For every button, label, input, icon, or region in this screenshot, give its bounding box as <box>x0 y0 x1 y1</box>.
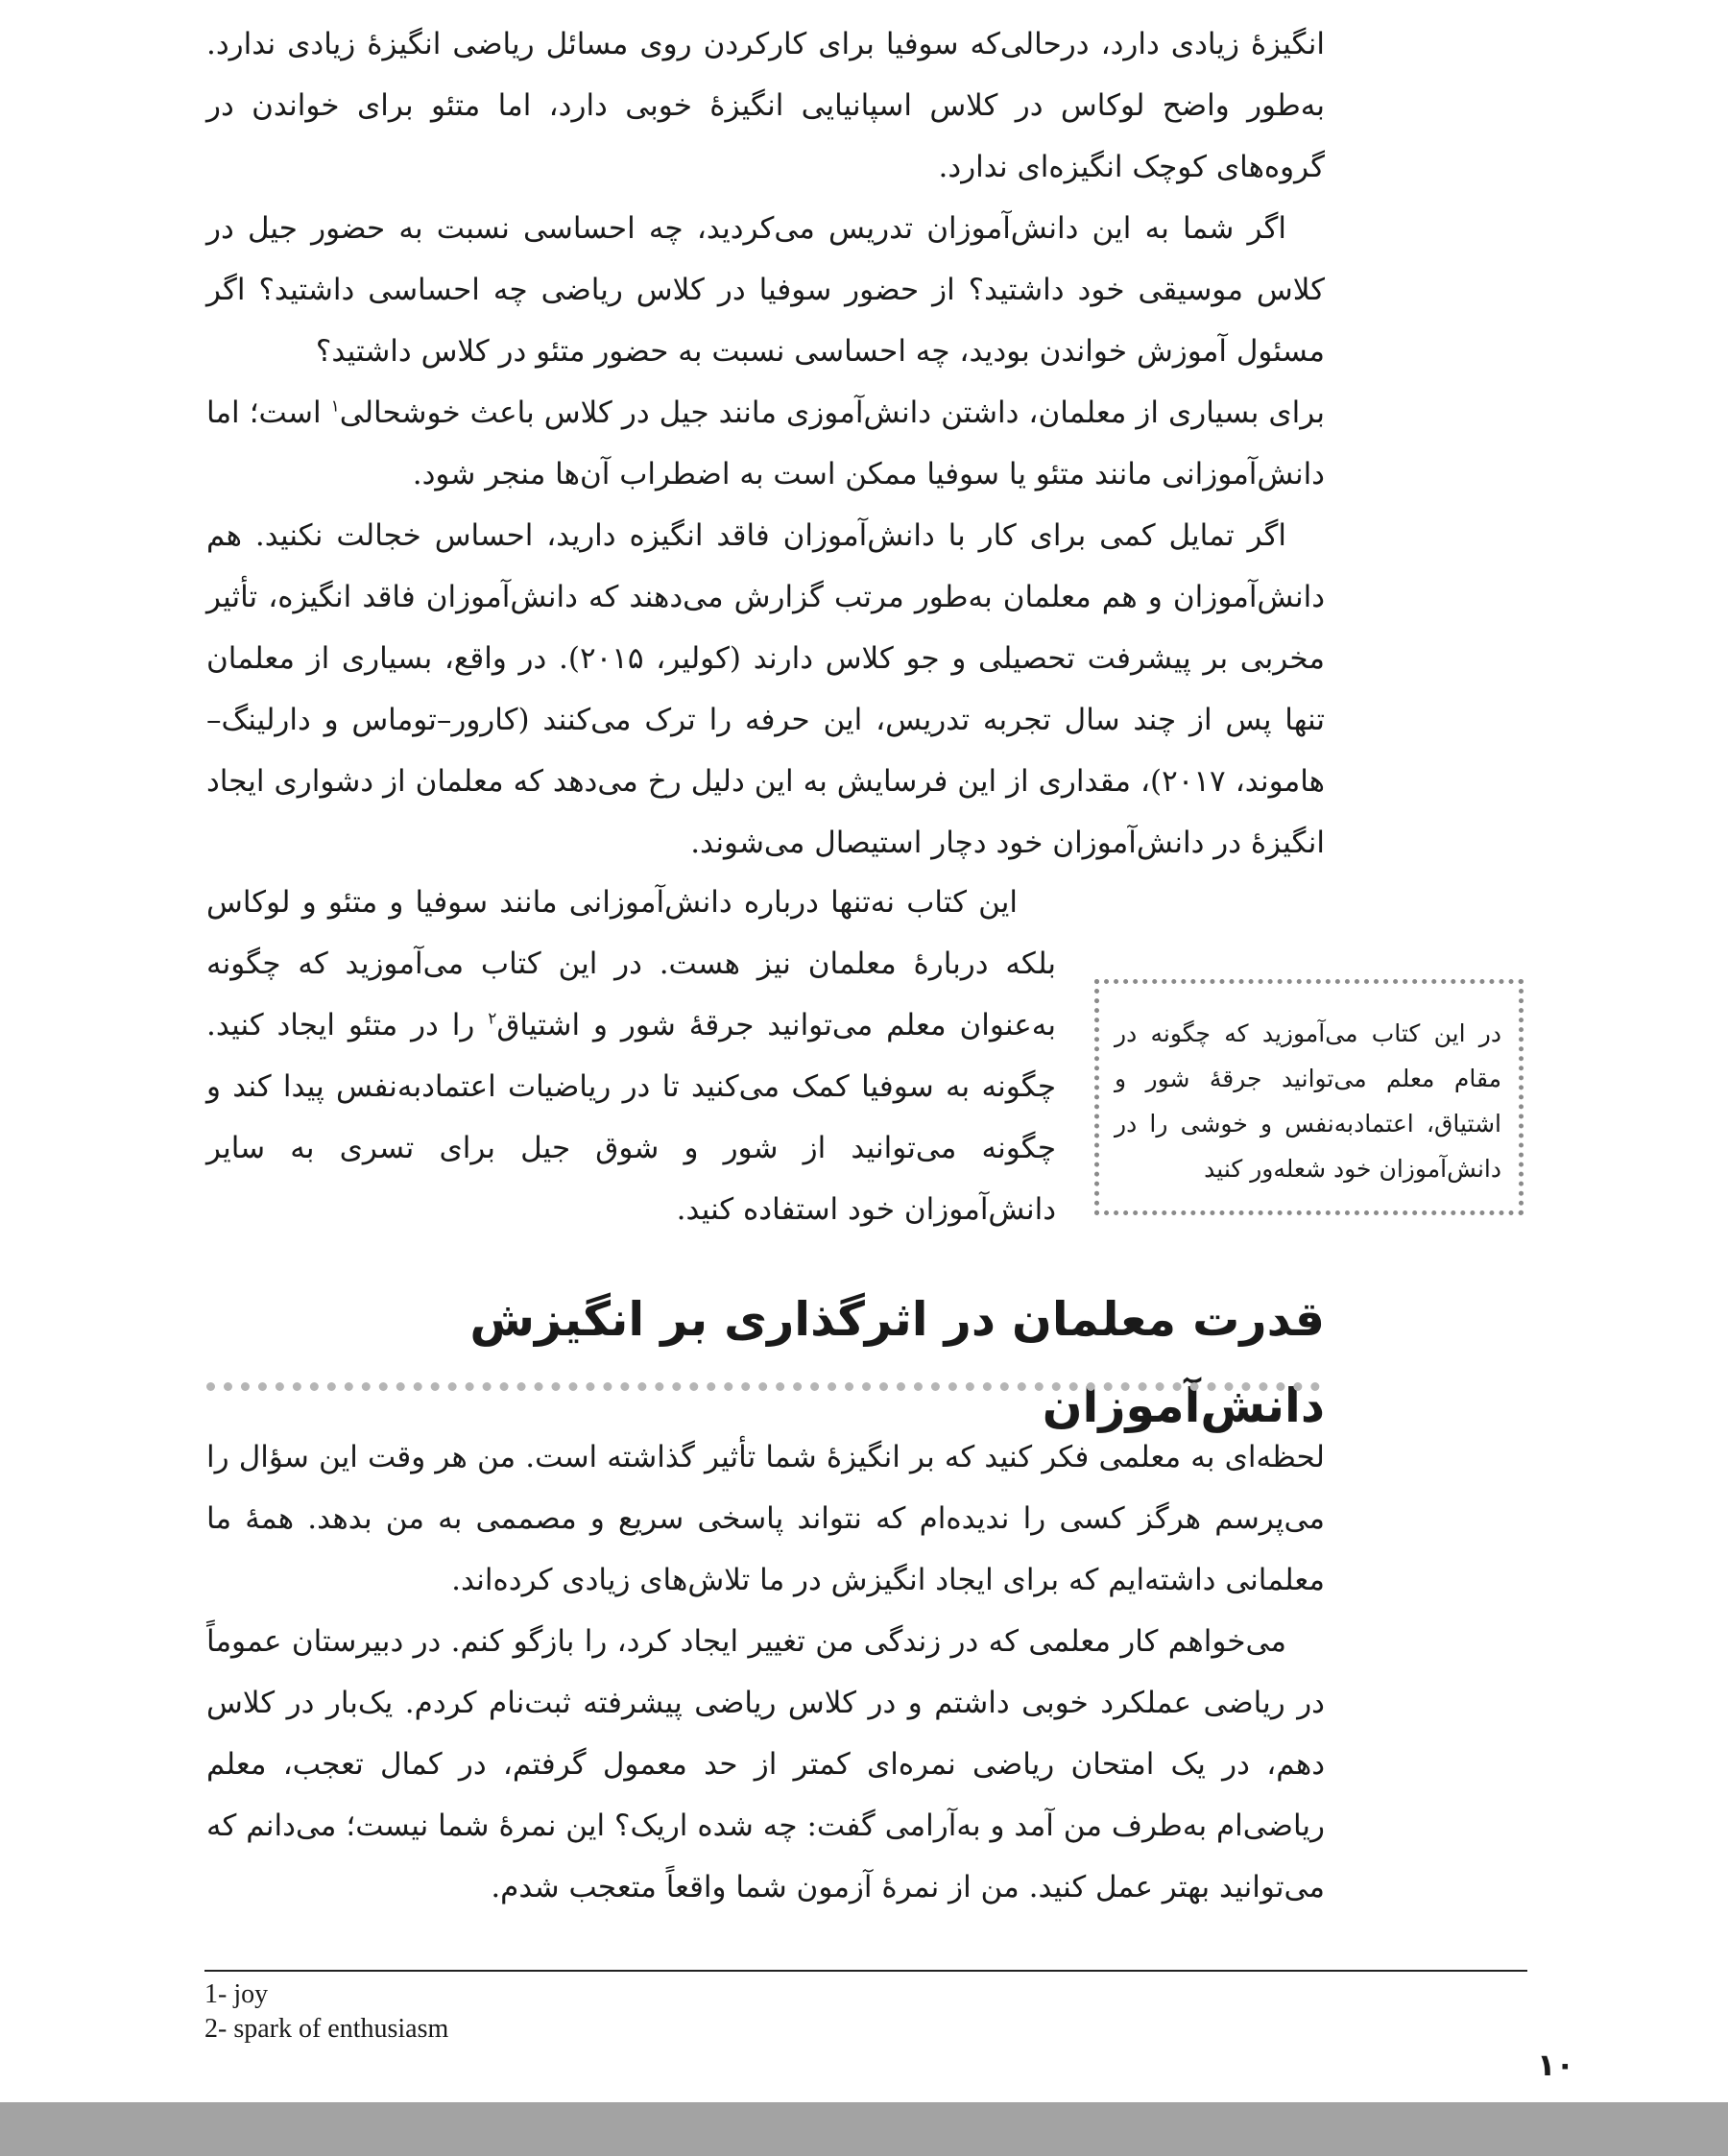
paragraph-unmotivated-students: اگر تمایل کمی برای کار با دانش‌آموزان فاقد انگیزه دارید، احساس خجالت نکنید. هم دانش‌آموزان و هم معلمان به‌طور مرتب گزارش می‌دهند که دانش‌آموزان فاقد انگیزه، تأثیر مخربی بر پیشرفت تحصیلی و جو کلاس دارند (کولیر، ۲۰۱۵). در واقع، بسیاری از معلمان تنها پس از چند سال تجربه تدریس، این حرفه را ترک می‌کنند (کارور–توماس و دارلینگ–هاموند، ۲۰۱۷)، مقداری از این فرسایش به این دلیل رخ می‌دهد که معلمان از دشواری ایجاد انگیزهٔ در دانش‌آموزان خود دچار استیصال می‌شوند. <box>206 518 1326 860</box>
footnote-ref-2: ۲ <box>488 1009 497 1029</box>
pull-quote-box <box>1094 979 1524 1215</box>
bottom-gray-band <box>0 2102 1728 2156</box>
page-number: ۱۰ <box>1536 2047 1574 2083</box>
paragraph-motivation-contrast: انگیزهٔ زیادی دارد، درحالی‌که سوفیا برای کارکردن روی مسائل ریاضی انگیزهٔ زیادی ندارد. به‌طور واضح لوکاس در کلاس اسپانیایی انگیزهٔ خوبی دارد، اما متئو برای خواندن در گروه‌های کوچک انگیزه‌ای ندارد. <box>206 27 1325 184</box>
heading-dotted-divider <box>206 1382 1320 1391</box>
pull-quote-text: در این کتاب می‌آموزید که چگونه در مقام معلم می‌توانید جرقهٔ شور و اشتیاق، اعتمادبه‌نفس و خوشی را در دانش‌آموزان خود شعله‌ور کنید <box>1115 1019 1501 1183</box>
book-intro-paragraph <box>206 872 1056 1240</box>
footnote-2: 2- spark of enthusiasm <box>204 2014 449 2044</box>
bottom-text-block <box>206 1426 1325 1918</box>
top-text-block <box>206 13 1325 874</box>
anxiety-sentence: اما دانش‌آموزانی مانند متئو یا سوفیا ممکن است به اضطراب آن‌ها منجر شود. <box>206 395 1325 491</box>
paragraph-influential-teacher: لحظه‌ای به معلمی فکر کنید که بر انگیزهٔ شما تأثیر گذاشته است. من هر وقت این سؤال را می‌پرسم هرگز کسی را ندیده‌ام که نتواند پاسخی سریع و مصممی به من بدهد. همهٔ ما معلمانی داشته‌ایم که برای ایجاد انگیزش در ما تلاش‌های زیادی کرده‌اند. <box>206 1440 1325 1597</box>
section-heading: قدرت معلمان در اثرگذاری بر انگیزش دانش‌آموزان <box>469 1292 1325 1433</box>
footnote-1: 1- joy <box>204 1979 269 2009</box>
paragraph-personal-story: می‌خواهم کار معلمی که در زندگی من تغییر ایجاد کرد، را بازگو کنم. در دبیرستان عموماً در ریاضی عملکرد خوبی داشتم و در کلاس ریاضی پیشرفته ثبت‌نام کردم. یک‌بار در کلاس دهم، در یک امتحان ریاضی نمره‌ای کمتر از حد معمول گرفتم، در کمال تعجب، معلم ریاضی‌ام به‌طرف من آمد و به‌آرامی گفت: چه شده اریک؟ این نمرهٔ شما نیست؛ می‌دانم که می‌توانید بهتر عمل کنید. من از نمرهٔ آزمون شما واقعاً متعجب شدم. <box>206 1624 1325 1904</box>
intro-after: را در متئو ایجاد کنید. چگونه به سوفیا کمک می‌کنید تا در ریاضیات اعتمادبه‌نفس پیدا کند و چگونه می‌توانید از شور و شوق جیل برای تسری به سایر دانش‌آموزان خود استفاده کنید. <box>206 1008 1056 1227</box>
intro-before: این کتاب نه‌تنها درباره دانش‌آموزانی مانند سوفیا و متئو و لوکاس بلکه دربارهٔ معلمان نیز هست. در این کتاب می‌آموزید که چگونه به‌عنوان معلم می‌توانید جرقهٔ شور و اشتیاق <box>206 885 1056 1042</box>
paragraph-joy <box>206 382 1325 505</box>
joy-sentence-after: است؛ <box>249 395 331 430</box>
footnotes <box>204 1977 972 2047</box>
footnote-divider <box>204 1970 1527 1972</box>
paragraph-teacher-feelings: اگر شما به این دانش‌آموزان تدریس می‌کردید، چه احساسی نسبت به حضور جیل در کلاس موسیقی خود داشتید؟ از حضور سوفیا در کلاس ریاضی چه احساسی داشتید؟ اگر مسئول آموزش خواندن بودید، چه احساسی نسبت به حضور متئو در کلاس داشتید؟ <box>206 211 1325 369</box>
joy-sentence-before: برای بسیاری از معلمان، داشتن دانش‌آموزی مانند جیل در کلاس باعث خوشحالی <box>339 395 1325 430</box>
footnote-ref-1: ۱ <box>330 396 340 417</box>
